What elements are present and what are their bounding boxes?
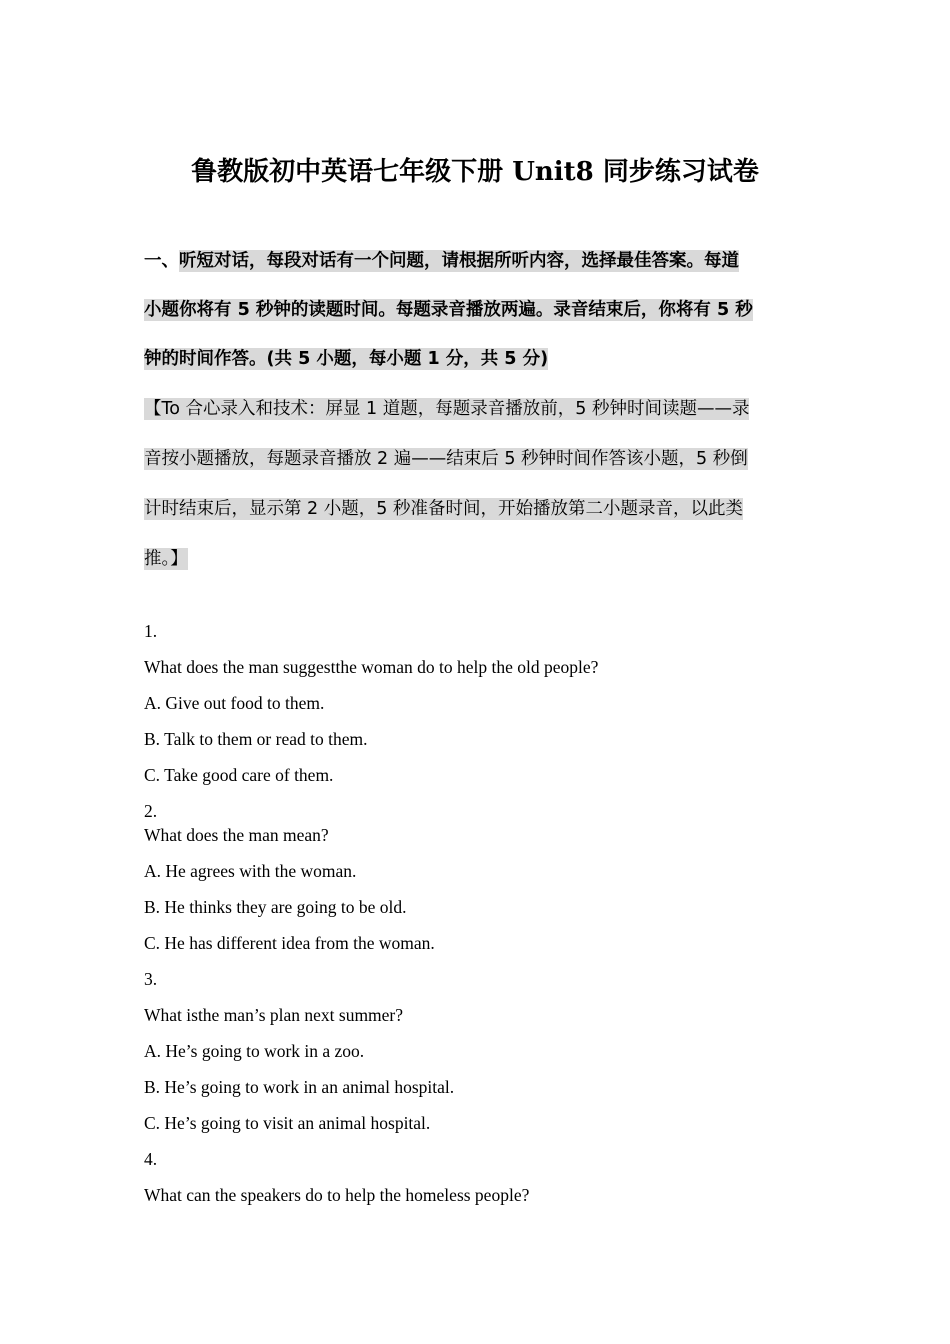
- question-number: 1.: [144, 621, 158, 641]
- question-option: B. Talk to them or read to them.: [144, 729, 368, 749]
- question-text: What can the speakers do to help the homeless people?: [144, 1185, 530, 1205]
- question-text: What isthe man’s plan next summer?: [144, 1005, 404, 1025]
- question-option: A. Give out food to them.: [144, 693, 325, 713]
- question-option: B. He’s going to work in an animal hospital.: [144, 1077, 455, 1097]
- note-text-3: 计时结束后，显示第 2 小题，5 秒准备时间，开始播放第二小题录音，以此类: [144, 499, 743, 519]
- question-option: A. He’s going to work in a zoo.: [144, 1041, 365, 1061]
- question-number: 4.: [144, 1149, 158, 1169]
- section1-line-1: [144, 248, 739, 275]
- question-number: 2.: [144, 801, 158, 821]
- section1-text-3: 钟的时间作答。(共 5 小题，每小题 1 分，共 5 分): [144, 349, 549, 369]
- question-option: C. He’s going to visit an animal hospital.: [144, 1113, 431, 1133]
- section1-text-1: 听短对话，每段对话有一个问题，请根据所听内容，选择最佳答案。每道: [179, 251, 739, 271]
- question-option: A. He agrees with the woman.: [144, 861, 357, 881]
- question-text: What does the man mean?: [144, 825, 329, 845]
- question-text: What does the man suggestthe woman do to help the old people?: [144, 657, 599, 677]
- question-option: C. Take good care of them.: [144, 765, 334, 785]
- note-text-2: 音按小题播放，每题录音播放 2 遍——结束后 5 秒钟时间作答该小题，5 秒倒: [144, 449, 748, 469]
- question-number: 3.: [144, 969, 158, 989]
- note-line-1: [144, 396, 749, 423]
- question-option: B. He thinks they are going to be old.: [144, 897, 407, 917]
- note-line-3: [144, 496, 743, 523]
- note-text-4: 推。】: [144, 549, 188, 569]
- note-line-4: [144, 546, 188, 573]
- section1-text-2: 小题你将有 5 秒钟的读题时间。每题录音播放两遍。录音结束后，你将有 5 秒: [144, 300, 753, 320]
- section1-line-3: [144, 346, 548, 373]
- section1-prefix: 一、: [144, 251, 179, 271]
- document-title: 鲁教版初中英语七年级下册 Unit8 同步练习试卷: [191, 157, 759, 187]
- section1-line-2: [144, 297, 753, 324]
- note-line-2: [144, 446, 748, 473]
- note-text-1: 【To 合心录入和技术：屏显 1 道题，每题录音播放前，5 秒钟时间读题——录: [144, 399, 750, 419]
- question-option: C. He has different idea from the woman.: [144, 933, 435, 953]
